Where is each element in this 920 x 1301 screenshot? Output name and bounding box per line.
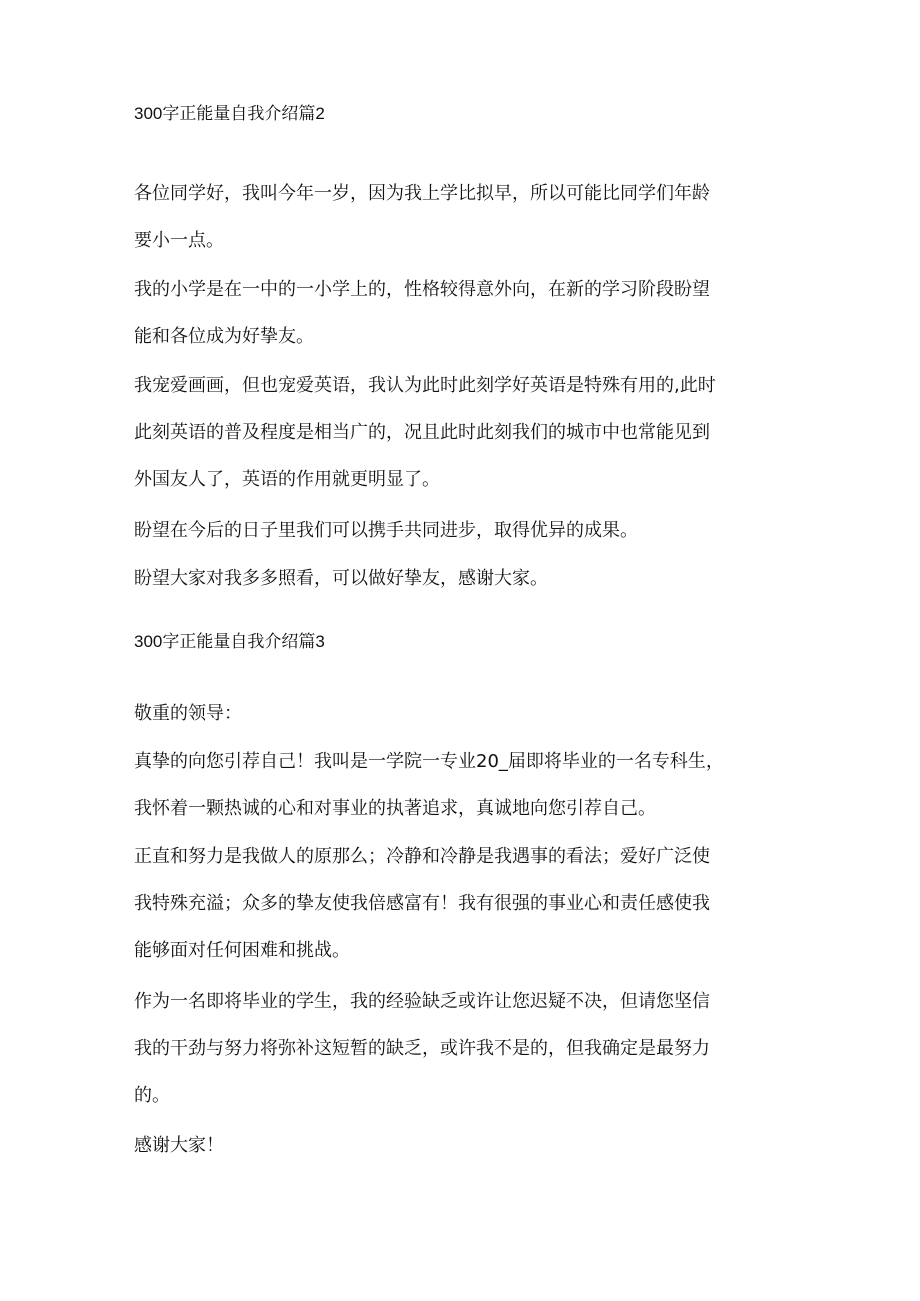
section-2-title: 300字正能量自我介绍篇2 [134, 104, 325, 123]
paragraph-line: 能和各位成为好挚友。 [134, 326, 314, 347]
paragraph-line: 外国友人了，英语的作用就更明显了。 [134, 469, 440, 490]
section-3-title: 300字正能量自我介绍篇3 [134, 632, 325, 651]
paragraph-line: 我怀着一颗热诚的心和对事业的执著追求，真诚地向您引荐自己。 [134, 798, 656, 819]
section-3-paragraph-4 [134, 978, 794, 1119]
section-3-paragraph-2 [134, 738, 794, 832]
paragraph-line: 敬重的领导： [134, 703, 242, 724]
paragraph-line: 感谢大家！ [134, 1135, 224, 1156]
paragraph-line: 的。 [134, 1085, 170, 1106]
section-2-paragraph-3 [134, 362, 794, 503]
paragraph-line: 我的小学是在一中的一小学上的，性格较得意外向，在新的学习阶段盼望 [134, 279, 710, 300]
paragraph-line: 我特殊充溢；众多的挚友使我倍感富有！我有很强的事业心和责任感使我 [134, 893, 710, 914]
section-3-paragraph-5 [134, 1122, 794, 1169]
paragraph-line: 能够面对任何困难和挑战。 [134, 940, 350, 961]
paragraph-line: 真挚的向您引荐自己！我叫是一学院一专业20_届即将毕业的一名专科生， [134, 751, 724, 772]
paragraph-line: 盼望大家对我多多照看，可以做好挚友，感谢大家。 [134, 568, 548, 589]
paragraph-line: 正直和努力是我做人的原那么；冷静和冷静是我遇事的看法；爱好广泛使 [134, 846, 710, 867]
section-2-paragraph-1 [134, 170, 794, 264]
paragraph-line: 要小一点。 [134, 230, 224, 251]
paragraph-line: 作为一名即将毕业的学生，我的经验缺乏或许让您迟疑不决，但请您坚信 [134, 991, 710, 1012]
section-2-paragraph-4 [134, 507, 794, 554]
paragraph-line: 我的干劲与努力将弥补这短暂的缺乏，或许我不是的，但我确定是最努力 [134, 1038, 710, 1059]
section-3-paragraph-3 [134, 833, 794, 974]
section-3-paragraph-1 [134, 690, 794, 737]
section-2-paragraph-5 [134, 555, 794, 602]
paragraph-line: 此刻英语的普及程度是相当广的，况且此时此刻我们的城市中也常能见到 [134, 422, 710, 443]
section-2-paragraph-2 [134, 266, 794, 360]
paragraph-line: 盼望在今后的日子里我们可以携手共同进步，取得优异的成果。 [134, 520, 638, 541]
paragraph-line: 我宠爱画画，但也宠爱英语，我认为此时此刻学好英语是特殊有用的,此时 [134, 375, 716, 396]
paragraph-line: 各位同学好，我叫今年一岁，因为我上学比拟早，所以可能比同学们年龄 [134, 183, 710, 204]
